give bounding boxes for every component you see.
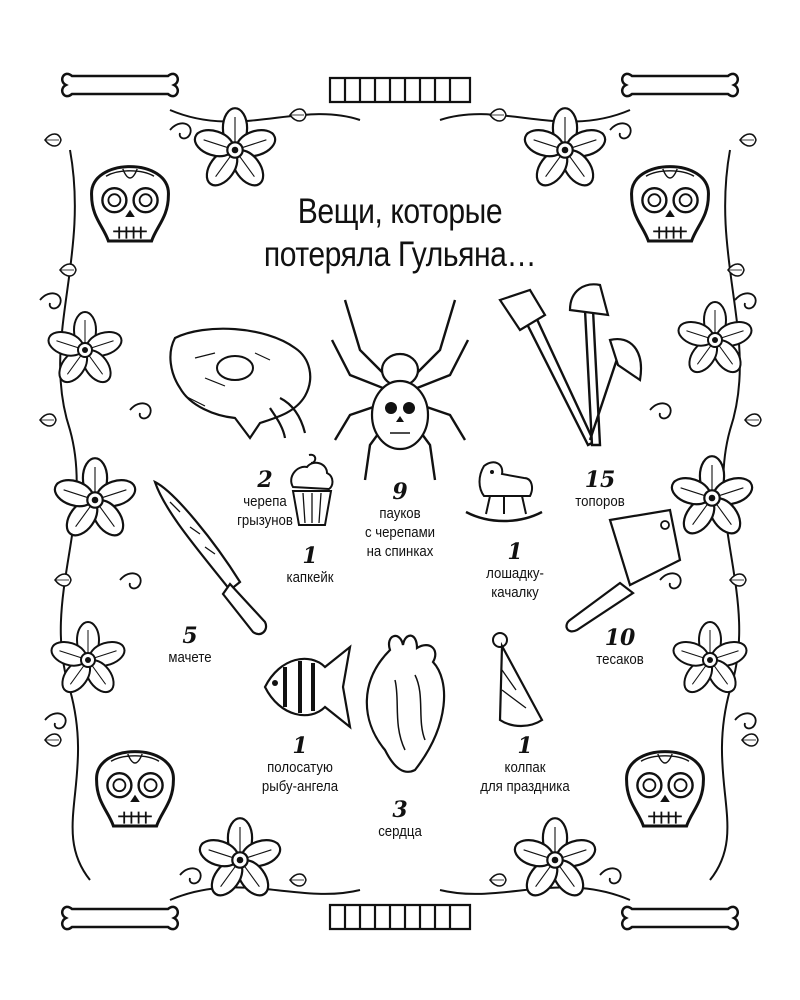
item-cupcake	[250, 544, 370, 587]
item-count: 2	[257, 467, 273, 493]
item-rocking-horse	[450, 540, 580, 602]
rocking-horse-icon	[464, 458, 544, 528]
item-count: 1	[507, 539, 523, 565]
page-title	[228, 190, 572, 276]
item-count: 9	[392, 479, 408, 505]
spider-icon	[330, 290, 470, 490]
angelfish-icon	[255, 637, 355, 737]
item-machetes	[135, 624, 245, 667]
item-angelfish	[225, 734, 375, 796]
item-count: 1	[517, 733, 533, 759]
item-count: 5	[182, 623, 198, 649]
page-title-line-2: потеряла Гульяна…	[263, 235, 537, 274]
item-label: колпак для праздника	[480, 759, 570, 795]
item-label: тесаков	[596, 651, 644, 668]
item-label: полосатую рыбу-ангела	[261, 759, 339, 795]
item-count: 1	[302, 543, 318, 569]
item-label: мачете	[168, 649, 212, 666]
item-party-hat	[440, 734, 610, 796]
axes-icon	[490, 280, 650, 460]
party-hat-icon	[490, 630, 550, 730]
item-label: лошадку- качалку	[486, 565, 544, 601]
item-label: черепа грызунов	[237, 493, 293, 529]
item-label: сердца	[378, 823, 422, 840]
item-label: пауков с черепами на спинках	[364, 505, 436, 560]
item-label: капкейк	[286, 569, 334, 586]
item-count: 15	[584, 467, 616, 493]
item-rodent-skulls	[200, 468, 330, 530]
item-label: топоров	[575, 493, 625, 510]
item-axes	[545, 468, 655, 511]
item-count: 3	[392, 797, 408, 823]
rodent-skull-icon	[165, 318, 325, 448]
item-hearts	[345, 798, 455, 841]
page-title-line-1: Вещи, которые	[297, 192, 503, 231]
item-count: 1	[292, 733, 308, 759]
item-count: 10	[604, 625, 636, 651]
item-cleavers	[565, 626, 675, 669]
